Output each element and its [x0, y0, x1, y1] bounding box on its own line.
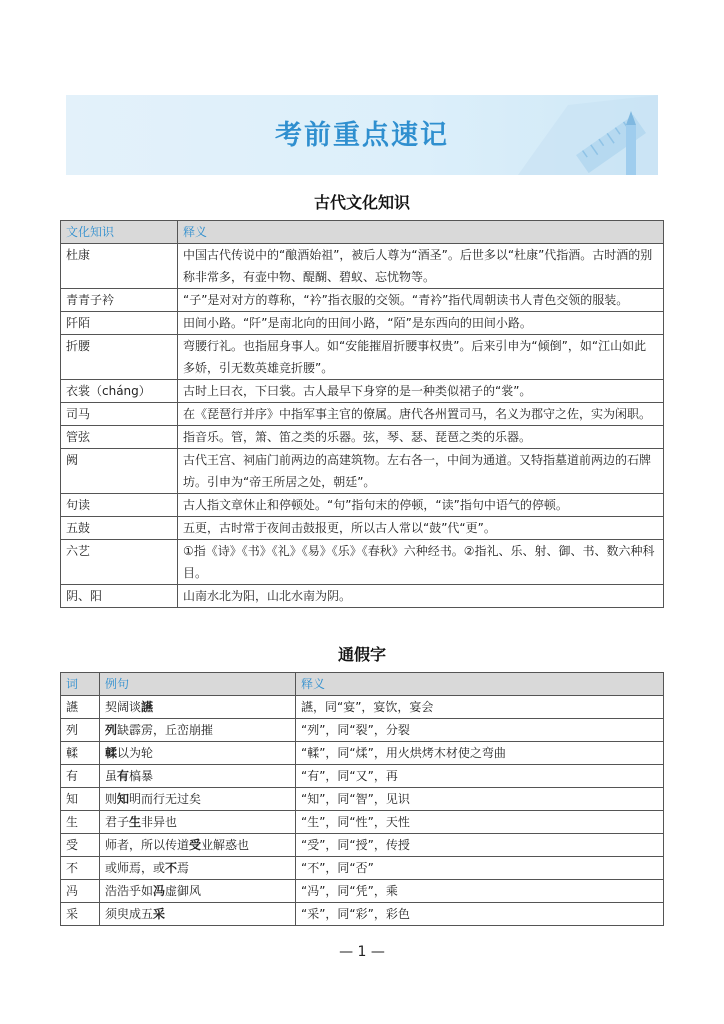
table-row [61, 880, 664, 903]
table-row [61, 494, 664, 517]
table-row [61, 540, 664, 585]
word-cell: 生 [61, 811, 100, 834]
word-cell: 知 [61, 788, 100, 811]
definition-cell: 田间小路。“阡”是南北向的田间小路，“陌”是东西向的田间小路。 [178, 312, 664, 335]
word-cell: 不 [61, 857, 100, 880]
example-text: 师者，所以传道 [105, 838, 190, 852]
highlighted-char: 列 [105, 723, 118, 737]
table-row [61, 517, 664, 540]
highlighted-char: 采 [153, 907, 166, 921]
word-cell: 輮 [61, 742, 100, 765]
definition-cell: 五更，古时常于夜间击鼓报更，所以古人常以“鼓”代“更”。 [178, 517, 664, 540]
highlighted-char: 受 [189, 838, 202, 852]
term-cell: 司马 [61, 403, 178, 426]
table-row [61, 834, 664, 857]
example-text: 则 [105, 792, 118, 806]
term-cell: 青青子衿 [61, 289, 178, 312]
column-header: 释义 [178, 221, 664, 244]
section-title-culture: 古代文化知识 [313, 193, 410, 212]
term-cell: 衣裳（cháng） [61, 380, 178, 403]
example-cell [100, 857, 296, 880]
definition-cell: “子”是对对方的尊称，“衿”指衣服的交领。“青衿”指代周朝读书人青色交领的服装。 [178, 289, 664, 312]
word-cell: 列 [61, 719, 100, 742]
example-text: 虚御风 [165, 884, 202, 898]
term-cell: 折腰 [61, 335, 178, 380]
definition-cell: 指音乐。管，箫、笛之类的乐器。弦，琴、瑟、琵琶之类的乐器。 [178, 426, 664, 449]
definition-cell: ①指《诗》《书》《礼》《易》《乐》《春秋》六种经书。②指礼、乐、射、御、书、数六种科目。 [178, 540, 664, 585]
highlighted-char: 有 [117, 769, 130, 783]
example-text: 须臾成五 [105, 907, 154, 921]
meaning-cell: “冯”，同“凭”，乘 [296, 880, 664, 903]
word-cell: 采 [61, 903, 100, 926]
column-header: 词 [61, 673, 100, 696]
term-cell: 阴、阳 [61, 585, 178, 608]
example-cell [100, 788, 296, 811]
meaning-cell: “受”，同“授”，传授 [296, 834, 664, 857]
title-banner [66, 95, 658, 175]
example-text: 非异也 [141, 815, 178, 829]
example-cell [100, 811, 296, 834]
example-text: 明而行无过矣 [129, 792, 202, 806]
table-row [61, 696, 664, 719]
table-row [61, 719, 664, 742]
example-text: 以为轮 [117, 746, 154, 760]
culture-table [60, 220, 664, 608]
term-cell: 管弦 [61, 426, 178, 449]
column-header: 例句 [100, 673, 296, 696]
definition-cell: 山南水北为阳，山北水南为阴。 [178, 585, 664, 608]
table-row [61, 335, 664, 380]
meaning-cell: “輮”，同“煣”，用火烘烤木材使之弯曲 [296, 742, 664, 765]
highlighted-char: 輮 [105, 746, 118, 760]
table-row [61, 289, 664, 312]
table-row [61, 426, 664, 449]
example-text: 槁暴 [129, 769, 154, 783]
example-cell [100, 880, 296, 903]
definition-cell: 古时上曰衣，下曰裳。古人最早下身穿的是一种类似裙子的“裳”。 [178, 380, 664, 403]
highlighted-char: 不 [165, 861, 178, 875]
meaning-cell: “有”，同“又”，再 [296, 765, 664, 788]
table-row [61, 380, 664, 403]
table-row [61, 403, 664, 426]
highlighted-char: 生 [129, 815, 142, 829]
meaning-cell: “知”，同“智”，见识 [296, 788, 664, 811]
table-header-row [61, 673, 664, 696]
word-cell: 冯 [61, 880, 100, 903]
definition-cell: 古人指文章休止和停顿处。“句”指句末的停顿，“读”指句中语气的停顿。 [178, 494, 664, 517]
definition-cell: 弯腰行礼。也指屈身事人。如“安能摧眉折腰事权贵”。后来引申为“倾倒”，如“江山如此多娇，引无数英雄竞折腰”。 [178, 335, 664, 380]
meaning-cell: “生”，同“性”，天性 [296, 811, 664, 834]
example-cell [100, 696, 296, 719]
example-cell [100, 834, 296, 857]
word-cell: 受 [61, 834, 100, 857]
example-text: 或师焉，或 [105, 861, 166, 875]
term-cell: 六艺 [61, 540, 178, 585]
example-text: 业解惑也 [201, 838, 250, 852]
meaning-cell: 讌，同“宴”，宴饮，宴会 [296, 696, 664, 719]
table-row [61, 449, 664, 494]
table-header-row [61, 221, 664, 244]
table-row [61, 244, 664, 289]
definition-cell: 在《琵琶行并序》中指军事主官的僚属。唐代各州置司马，名义为郡守之佐，实为闲职。 [178, 403, 664, 426]
term-cell: 阙 [61, 449, 178, 494]
column-header: 文化知识 [61, 221, 178, 244]
table-row [61, 742, 664, 765]
meaning-cell: “采”，同“彩”，彩色 [296, 903, 664, 926]
tongjia-table [60, 672, 664, 926]
definition-cell: 中国古代传说中的“酿酒始祖”，被后人尊为“酒圣”。后世多以“杜康”代指酒。古时酒的别称非常多，有壶中物、醍醐、碧蚁、忘忧物等。 [178, 244, 664, 289]
column-header: 释义 [296, 673, 664, 696]
word-cell: 讌 [61, 696, 100, 719]
highlighted-char: 讌 [141, 700, 154, 714]
table-row [61, 788, 664, 811]
highlighted-char: 知 [117, 792, 130, 806]
meaning-cell: “不”，同“否” [296, 857, 664, 880]
term-cell: 杜康 [61, 244, 178, 289]
example-text: 缺霹雳，丘峦崩摧 [117, 723, 214, 737]
example-cell [100, 719, 296, 742]
term-cell: 阡陌 [61, 312, 178, 335]
section-title-tongjia: 通假字 [337, 645, 386, 664]
page-title: 考前重点速记 [275, 120, 449, 151]
table-row [61, 857, 664, 880]
term-cell: 句读 [61, 494, 178, 517]
highlighted-char: 冯 [153, 884, 166, 898]
table-row [61, 903, 664, 926]
example-text: 契阔谈 [105, 700, 142, 714]
word-cell: 有 [61, 765, 100, 788]
page-number: — 1 — [339, 944, 385, 960]
example-text: 焉 [177, 861, 190, 875]
table-row [61, 811, 664, 834]
table-row [61, 765, 664, 788]
example-text: 虽 [105, 769, 118, 783]
meaning-cell: “列”，同“裂”，分裂 [296, 719, 664, 742]
definition-cell: 古代王宫、祠庙门前两边的高建筑物。左右各一，中间为通道。又特指墓道前两边的石牌坊。引申为“帝王所居之处，朝廷”。 [178, 449, 664, 494]
example-cell [100, 903, 296, 926]
example-text: 浩浩乎如 [105, 884, 154, 898]
table-row [61, 585, 664, 608]
example-cell [100, 742, 296, 765]
example-cell [100, 765, 296, 788]
term-cell: 五鼓 [61, 517, 178, 540]
example-text: 君子 [105, 815, 130, 829]
table-row [61, 312, 664, 335]
